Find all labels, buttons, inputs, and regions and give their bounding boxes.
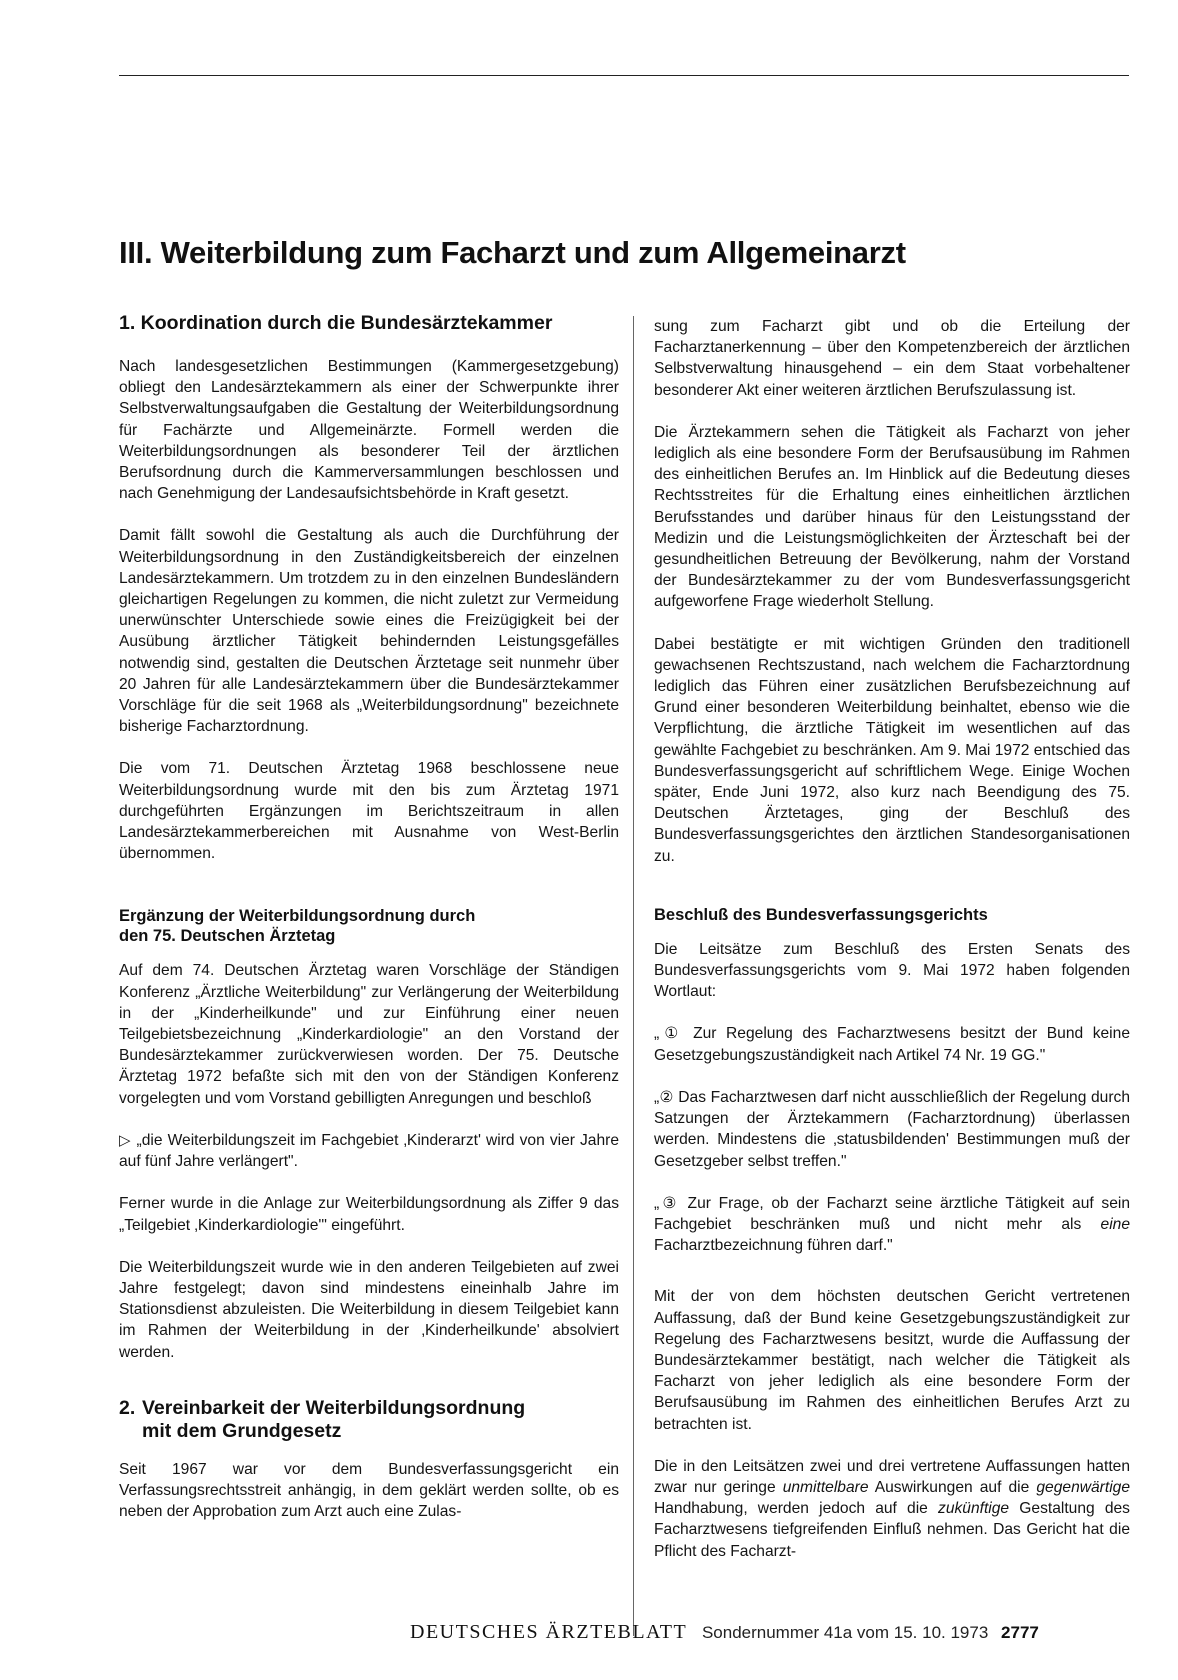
- issue-info: Sondernummer 41a vom 15. 10. 1973: [701, 1623, 989, 1642]
- quote: „② Das Facharztwesen darf nicht ausschließlich der Regelung durch Satzungen der Ärztekammern (Facharztordnung) überlassen werden. Mindestens die ‚statusbildenden' Bestimmungen muß der Gesetzgeber selbst treffen.": [654, 1088, 1130, 1170]
- paragraph: Auf dem 74. Deutschen Ärztetag waren Vorschläge der Ständigen Konferenz „Ärztliche Weiterbildung" zur Verlängerung der Weiterbildung in der „Kinderheilkunde" und zur Einführung einer neuen Teilgebietsbezeichnung „Kinderkardiologie" an den Vorstand der Bundesärztekammer zurückverwiesen worden. Der 75. Deutsche Ärztetag 1972 befaßte sich mit den von der Ständigen Konferenz vorgelegten und vom Vorstand gebilligten Anregungen und beschloß: [119, 962, 619, 1107]
- page-number: 2777: [1001, 1623, 1039, 1642]
- paragraph: Dabei bestätigte er mit wichtigen Gründen den traditionell gewachsenen Rechtszustand, nach welchem die Facharztordnung lediglich das Führen einer zusätzlichen Berufsbezeichnung auf Grund einer besonderen Weiterbildung beinhaltet, ebenso wie die Verpflichtung, die ärztliche Tätigkeit im wesentlichen auf das gewählte Fachgebiet zu beschränken. Am 9. Mai 1972 entschied das Bundesverfassungsgericht auf schriftlichem Wege. Einige Wochen später, Ende Juni 1972, also kurz nach Beendigung des 75. Deutschen Ärztetages, ging der Beschluß des Bundesverfassungsgerichtes den ärztlichen Standesorganisationen zu.: [654, 635, 1130, 865]
- top-rule: [119, 75, 1129, 76]
- text-run: Handhabung, werden jedoch auf die: [654, 1500, 939, 1518]
- section-number: 2.: [119, 1396, 136, 1419]
- text-run: Die in den Leitsätzen zwei und drei vertretene Auffassungen hatten zwar nur geringe: [654, 1457, 1130, 1496]
- paragraph: Die Weiterbildungszeit wurde wie in den anderen Teilgebieten auf zwei Jahre festgelegt; davon sind mindestens eineinhalb Jahre im Stationsdienst abzuleisten. Die Weiterbildung in diesem Teilgebiet kann im Rahmen der Weiterbildung in der ‚Kinderheilkunde' absolviert werden.: [119, 1258, 619, 1361]
- emphasis: unmittelbare: [782, 1478, 869, 1496]
- bullet-text: „die Weiterbildungszeit im Fachgebiet ‚Kinderarzt' wird von vier Jahre auf fünf Jahre verlängert".: [119, 1131, 619, 1171]
- paragraph: Die vom 71. Deutschen Ärztetag 1968 beschlossene neue Weiterbildungsordnung wurde mit den bis zum Ärztetag 1971 durchgeführten Ergänzungen im Berichtszeitraum in allen Landesärztekammerbereichen mit Ausnahme von West-Berlin übernommen.: [119, 760, 619, 863]
- emphasis: zukünftige: [938, 1500, 1010, 1518]
- paragraph: [654, 1456, 1130, 1562]
- section-2-heading: [119, 1397, 619, 1443]
- section-heading-line: mit dem Grundgesetz: [142, 1419, 342, 1442]
- left-column: [119, 312, 619, 1522]
- paragraph: Seit 1967 war vor dem Bundesverfassungsgericht ein Verfassungsrechtsstreit anhängig, in dem geklärt werden sollte, ob es neben der Approbation zum Arzt auch eine Zulas-: [119, 1460, 619, 1521]
- paragraph: Mit der von dem höchsten deutschen Gericht vertretenen Auffassung, daß der Bund keine Gesetzgebungszuständigkeit zur Regelung des Facharztwesens besitzt, wurde die Auffassung der Bundesärztekammer bestätigt, nach welcher die Tätigkeit als Facharzt von jeher lediglich als eine besondere Form der Berufsausübung im Rahmen des einheitlichen Berufes Arzt zu betrachten ist.: [654, 1288, 1130, 1433]
- journal-name: DEUTSCHES ÄRZTEBLATT: [410, 1621, 688, 1643]
- section-heading-line: Vereinbarkeit der Weiterbildungsordnung: [142, 1396, 526, 1419]
- paragraph: Die Ärztekammern sehen die Tätigkeit als Facharzt von jeher lediglich als eine besondere Form der Berufsausübung im Rahmen des einheitlichen Berufes an. Im Hinblick auf die Bedeutung dieses Rechtsstreites für die Erhaltung eines einheitlichen ärztlichen Berufsstandes und darüber hinaus für den Leistungsstand der Medizin und die Leistungsmöglichkeiten der Ärzteschaft bei der gesundheitlichen Betreuung der Bevölkerung, nahm der Vorstand der Bundesärztekammer zu der vom Bundesverfassungsgericht aufgeworfene Frage wiederholt Stellung.: [654, 423, 1130, 611]
- bullet-item: [119, 1130, 619, 1172]
- column-divider: [633, 316, 634, 1636]
- quote-text: Facharztbezeichnung führen darf.": [654, 1237, 893, 1255]
- text-run: Auswirkungen auf die: [868, 1478, 1037, 1496]
- page-footer: [410, 1622, 1130, 1643]
- paragraph: sung zum Facharzt gibt und ob die Erteilung der Facharztanerkennung – über den Kompetenzbereich der ärztlichen Selbstverwaltung hinausgehend – ein dem Staat vorbehaltener besonderer Akt einer weiteren ärztlichen Berufszulassung ist.: [654, 318, 1130, 399]
- section-1-heading: 1. Koordination durch die Bundesärztekammer: [119, 312, 553, 334]
- quote: „① Zur Regelung des Facharztwesens besitzt der Bund keine Gesetzgebungszuständigkeit nach Artikel 74 Nr. 19 GG.": [654, 1025, 1130, 1064]
- text-run: Gestaltung des Facharztwesens tiefgreifenden Einfluß nehmen. Das Gericht hat die Pflicht des Facharzt-: [654, 1500, 1130, 1560]
- subsection-heading: [119, 906, 619, 946]
- paragraph: Nach landesgesetzlichen Bestimmungen (Kammergesetzgebung) obliegt den Landesärztekammern als einer der Schwerpunkte ihrer Selbstverwaltungsaufgaben die Gestaltung der Weiterbildungsordnung für Fachärzte und Allgemeinärzte. Formell werden die Weiterbildungsordnungen als besonderer Teil der ärztlichen Berufsordnung durch die Kammerversammlungen beschlossen und nach Genehmigung der Landesaufsichtsbehörde in Kraft gesetzt.: [119, 358, 619, 503]
- page-title: III. Weiterbildung zum Facharzt und zum Allgemeinarzt: [119, 235, 906, 270]
- paragraph: Damit fällt sowohl die Gestaltung als auch die Durchführung der Weiterbildungsordnung in den Zuständigkeitsbereich der einzelnen Landesärztekammern. Um trotzdem zu in den einzelnen Bundesländern gleichartigen Regelungen zu kommen, die nicht zuletzt zur Vermeidung unerwünschter Unterschiede sowie eines die Freizügigkeit bei der Ausübung ärztlicher Tätigkeit behindernden Leistungsgefälles notwendig sind, gestalten die Deutschen Ärztetage seit nunmehr über 20 Jahren für alle Landesärztekammern über die Bundesärztekammer Vorschläge für die seit 1968 als „Weiterbildungsordnung" bezeichnete bisherige Facharztordnung.: [119, 527, 619, 736]
- subsection-heading-line: Ergänzung der Weiterbildungsordnung durch: [119, 907, 476, 926]
- quote-text: „③ Zur Frage, ob der Facharzt seine ärztliche Tätigkeit auf sein Fachgebiet beschränken muß und nicht mehr als: [654, 1194, 1130, 1233]
- triangle-arrow-icon: ▷: [119, 1131, 131, 1149]
- subsection-heading: Beschluß des Bundesverfassungsgerichts: [654, 905, 988, 924]
- quote: [654, 1193, 1130, 1257]
- paragraph: Ferner wurde in die Anlage zur Weiterbildungsordnung als Ziffer 9 das „Teilgebiet ‚Kinderkardiologie'" eingeführt.: [119, 1195, 619, 1234]
- emphasis: eine: [1100, 1215, 1130, 1233]
- paragraph: Die Leitsätze zum Beschluß des Ersten Senats des Bundesverfassungsgerichts vom 9. Mai 1972 haben folgenden Wortlaut:: [654, 940, 1130, 1001]
- right-column: [654, 316, 1130, 1562]
- emphasis: gegenwärtige: [1036, 1478, 1131, 1496]
- subsection-heading-line: den 75. Deutschen Ärztetag: [119, 927, 336, 946]
